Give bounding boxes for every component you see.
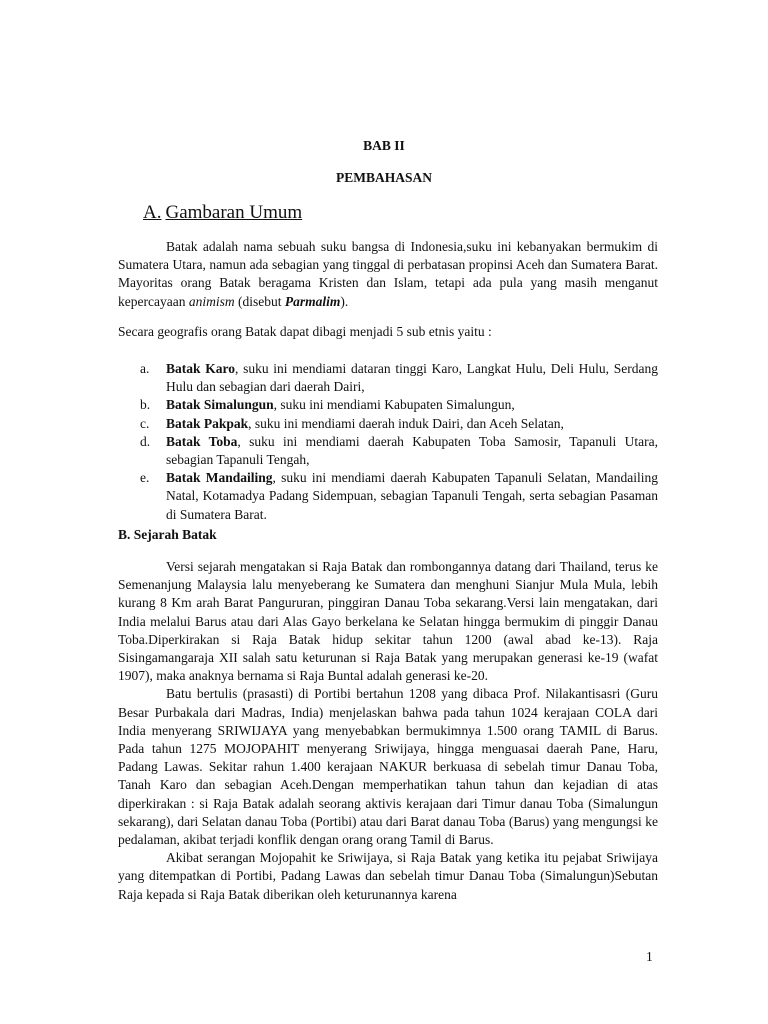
list-marker: d. [140,433,151,449]
list-item [118,433,658,469]
list-item [118,360,658,396]
section-a-heading [143,202,302,224]
list-marker: a. [140,361,150,376]
page-number: 1 [646,949,653,964]
intro-bold-term: Parmalim [284,293,341,309]
ethnic-name: Batak Mandailing [166,470,273,486]
list-marker: b. [140,397,151,413]
ethnic-name: Batak Toba [166,433,238,449]
ethnic-desc: , suku ini mendiami daerah induk Dairi, dan Aceh Selatan, [248,415,564,431]
sejarah-paragraph: Versi sejarah mengatakan si Raja Batak dan rombongannya datang dari Thailand, terus ke Semenanjung Malaysia lalu menyeberang ke Sumatera dan menghuni Sianjur Mula Mula, lebih kurang 8 Km arah Barat Pangururan, pinggiran Danau Toba sekarang.Versi lain mengatakan, dari India melalui Barus atau dari Alas Gayo berkelana ke Selatan hingga bermukim di pinggir Danau Toba.Diperkirakan si Raja Batak hidup sekitar tahun 1200 (awal abad ke-13). Raja Sisingamangaraja XII salah satu keturunan si Raja Batak yang merupakan generasi ke-19 (wafat 1907), maka anaknya bernama si Raja Buntal adalah generasi ke-20. [118,559,658,684]
list-item [118,469,658,524]
list-item [118,415,658,433]
ethnic-name: Batak Pakpak [166,415,249,431]
sejarah-paragraph: Batu bertulis (prasasti) di Portibi bertahun 1208 yang dibaca Prof. Nilakantisasri (Guru Besar Purbakala dari Madras, India) menjelaskan bahwa pada tahun 1024 kerajaan COLA dari India menyerang SRIWIJAYA yang menyebabkan bermukimnya 1.500 orang TAMIL di Barus. Pada tahun 1275 MOJOPAHIT menyerang Sriwijaya, hingga menguasai daerah Pane, Haru, Padang Lawas. Sekitar rahun 1.400 kerajaan NAKUR berkuasa di sebelah timur Danau Toba, Tanah Karo dan sebagian Aceh.Dengan memperhatikan tahun tahun dan kejadian di atas diperkirakan : si Raja Batak adalah seorang aktivis kerajaan dari Timur danau Toba (Simalungun sekarang), dari Selatan danau Toba (Portibi) atau dari Barat danau Toba (Barus) yang mengungsi ke pedalaman, akibat terjadi konflik dengan orang orang Tamil di Barus. [118,686,658,848]
intro-paragraph [118,238,658,311]
ethnic-desc: , suku ini mendiami daerah Kabupaten Toba Samosir, Tapanuli Utara, sebagian Tapanuli Tengah, [166,433,658,468]
list-marker: e. [140,470,150,486]
intro-text-3: ). [340,293,349,309]
intro-text-2: (disebut [234,293,285,309]
chapter-heading: BAB II [363,138,405,153]
ethnic-name: Batak Karo [166,361,235,376]
ethnic-desc: , suku ini mendiami dataran tinggi Karo, Langkat Hulu, Deli Hulu, Serdang Hulu dan sebagian dari daerah Dairi, [166,361,658,395]
chapter-title: PEMBAHASAN [335,170,432,185]
sejarah-body [118,558,658,904]
ethnic-name: Batak Simalungun [166,397,274,413]
intro-italic-term: animism [188,293,235,309]
list-marker: c. [140,415,150,431]
sub-ethnic-list [118,360,658,524]
sejarah-paragraph: Akibat serangan Mojopahit ke Sriwijaya, si Raja Batak yang ketika itu pejabat Sriwijaya yang ditempatkan di Portibi, Padang Lawas dan sebelah timur Danau Toba (Simalungun)Sebutan Raja kepada si Raja Batak diberikan oleh keturunannya karena [118,850,658,902]
section-b-heading: B. Sejarah Batak [118,527,217,542]
intro-text: Batak adalah nama sebuah suku bangsa di Indonesia,suku ini kebanyakan bermukim di Sumatera Utara, namun ada sebagian yang tinggal di perbatasan propinsi Aceh dan Sumatera Barat. Mayoritas orang Batak beragama Kristen dan Islam, tetapi ada pula yang masih menganut kepercayaan [118,239,658,309]
list-item [118,396,658,414]
section-a-number: A. [143,202,162,223]
ethnic-desc: , suku ini mendiami daerah Kabupaten Tapanuli Selatan, Mandailing Natal, Kotamadya Padang Sidempuan, sebagian Tapanuli Tengah, serta sebagian Pasaman di Sumatera Barat. [166,470,658,522]
geo-paragraph: Secara geografis orang Batak dapat dibagi menjadi 5 sub etnis yaitu : [118,324,492,339]
section-a-title: Gambaran Umum [165,202,303,223]
ethnic-desc: , suku ini mendiami Kabupaten Simalungun, [273,397,515,413]
